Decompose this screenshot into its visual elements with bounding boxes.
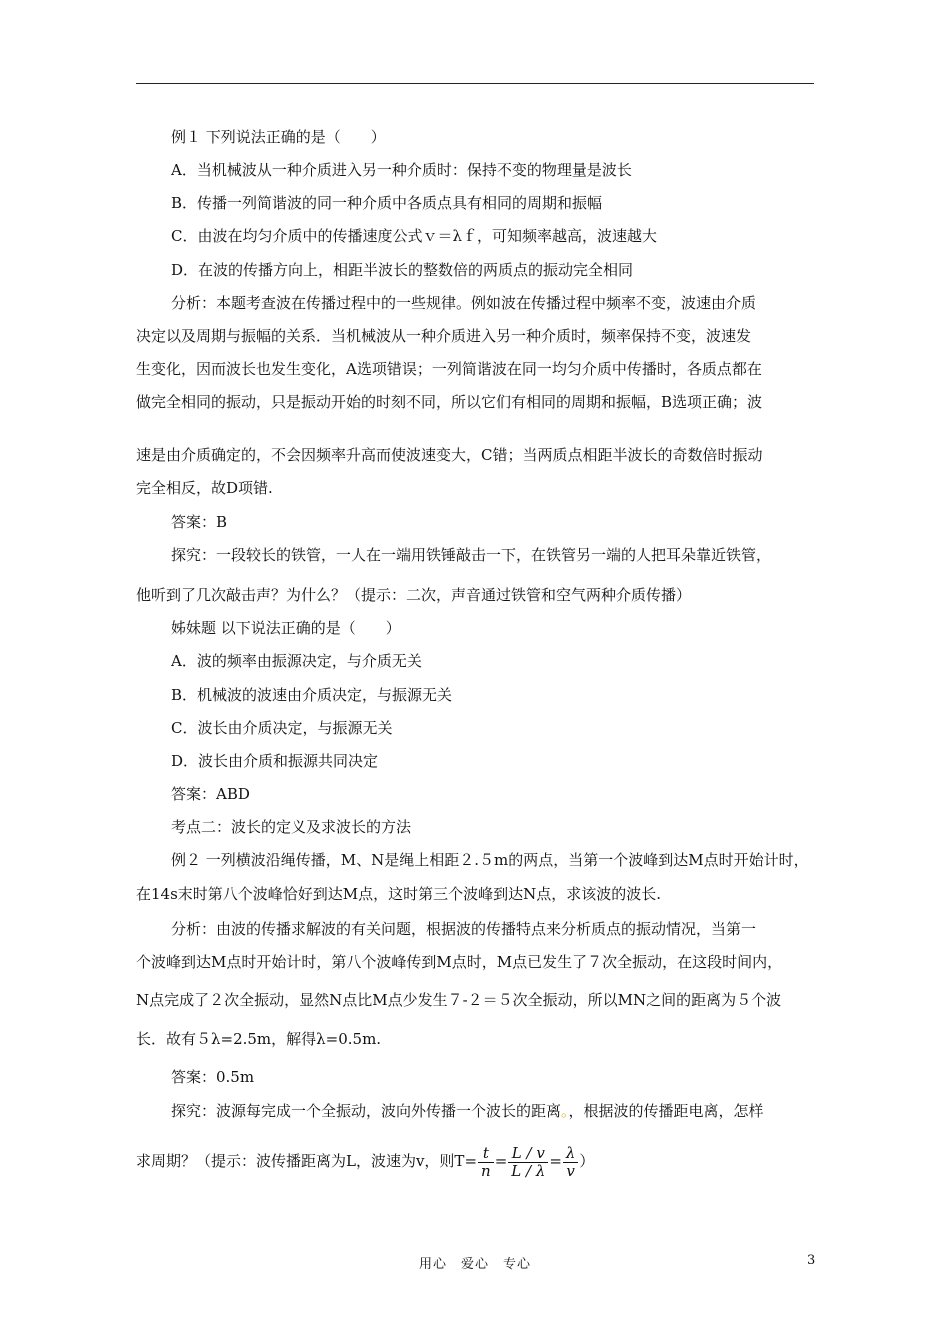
example1-option-d: D．在波的传播方向上，相距半波长的整数倍的两质点的振动完全相同 <box>171 261 634 279</box>
example2-analysis-line: 个波峰到达M点时开始计时，第八个波峰传到M点时，M点已发生了７次全振动，在这段时间内， <box>136 953 783 971</box>
example1-analysis-line: 决定以及周期与振幅的关系．当机械波从一种介质进入另一种介质时，频率保持不变，波速发 <box>136 327 752 345</box>
fraction-denominator: L / λ <box>511 1161 546 1180</box>
sister-option-c: C．波长由介质决定，与振源无关 <box>171 719 393 737</box>
example2-analysis-line: N点完成了２次全振动，显然N点比M点少发生７-２＝５次全振动，所以MN之间的距离为５个波 <box>136 991 782 1009</box>
example1-question: 例１ 下列说法正确的是（ ） <box>171 128 386 146</box>
example1-explore-line: 他听到了几次敲击声？为什么？（提示：二次，声音通过铁管和空气两种介质传播） <box>136 586 692 604</box>
example1-explore-line: 探究：一段较长的铁管，一人在一端用铁锤敲击一下，在铁管另一端的人把耳朵靠近铁管， <box>171 546 772 564</box>
example2-analysis-line: 长．故有５λ=2.5m，解得λ=0.5m. <box>136 1030 382 1048</box>
highlight-dot: 。 <box>561 1102 569 1120</box>
sister-option-b: B．机械波的波速由介质决定，与振源无关 <box>171 686 453 704</box>
example1-analysis-line: 做完全相同的振动，只是振动开始的时刻不同，所以它们有相同的周期和振幅，B选项正确；波 <box>136 393 763 411</box>
example2-analysis-line: 分析：由波的传播求解波的有关问题，根据波的传播特点来分析质点的振动情况，当第一 <box>171 920 757 938</box>
example1-option-b: B．传播一列简谐波的同一种介质中各质点具有相同的周期和振幅 <box>171 194 603 212</box>
section-heading: 考点二：波长的定义及求波长的方法 <box>171 818 412 836</box>
explore-hint-prefix: 求周期？（提示：波传播距离为L，波速为v，则T= <box>136 1152 478 1170</box>
fraction-l-ratio <box>508 1145 548 1180</box>
explore-hint-suffix: ） <box>579 1152 595 1170</box>
fraction-lambda-over-v <box>563 1145 579 1180</box>
fraction-numerator: t <box>478 1145 494 1163</box>
example1-option-c: C．由波在均匀介质中的传播速度公式ｖ＝λｆ，可知频率越高，波速越大 <box>171 227 657 245</box>
sister-option-d: D．波长由介质和振源共同决定 <box>171 752 379 770</box>
header-rule <box>136 83 814 84</box>
equals-sign: = <box>494 1152 508 1170</box>
fraction-t-over-n <box>478 1145 494 1180</box>
example1-option-a: A．当机械波从一种介质进入另一种介质时：保持不变的物理量是波长 <box>171 161 632 179</box>
explore-text-end: ，根据波的传播距电离，怎样 <box>568 1102 764 1120</box>
example1-answer: 答案：B <box>171 513 228 531</box>
footer-motto: 用心 爱心 专心 <box>418 1257 531 1272</box>
fraction-numerator: L / v <box>508 1145 548 1163</box>
example2-question-line: 在14s末时第八个波峰恰好到达M点，这时第三个波峰到达N点，求该波的波长. <box>136 885 662 903</box>
example2-question-line: 例２ 一列横波沿绳传播，M、N是绳上相距２.５m的两点，当第一个波峰到达M点时开始计时， <box>171 851 809 869</box>
example1-analysis-line: 分析：本题考查波在传播过程中的一些规律。例如波在传播过程中频率不变，波速由介质 <box>171 294 757 312</box>
equals-sign: = <box>549 1152 562 1170</box>
example1-analysis-line: 速是由介质确定的，不会因频率升高而使波速变大，C错；当两质点相距半波长的奇数倍时振动 <box>136 446 763 464</box>
fraction-denominator: v <box>566 1161 575 1180</box>
example1-analysis-line: 完全相反，故D项错. <box>136 479 273 497</box>
page-number: 3 <box>807 1253 816 1268</box>
example2-answer: 答案：0.5m <box>171 1068 255 1086</box>
sister-question: 姊妹题 以下说法正确的是（ ） <box>171 619 401 637</box>
sister-option-a: A．波的频率由振源决定，与介质无关 <box>171 652 422 670</box>
fraction-numerator: λ <box>563 1145 579 1163</box>
fraction-denominator: n <box>481 1161 491 1180</box>
example1-analysis-line: 生变化，因而波长也发生变化，A选项错误；一列简谐波在同一均匀介质中传播时，各质点都在 <box>136 360 762 378</box>
example2-explore-formula-line <box>136 1143 826 1183</box>
sister-answer: 答案：ABD <box>171 785 250 803</box>
explore-text: 探究：波源每完成一个全振动，波向外传播一个波长的距离 <box>171 1102 562 1120</box>
example2-explore-line <box>171 1101 861 1121</box>
